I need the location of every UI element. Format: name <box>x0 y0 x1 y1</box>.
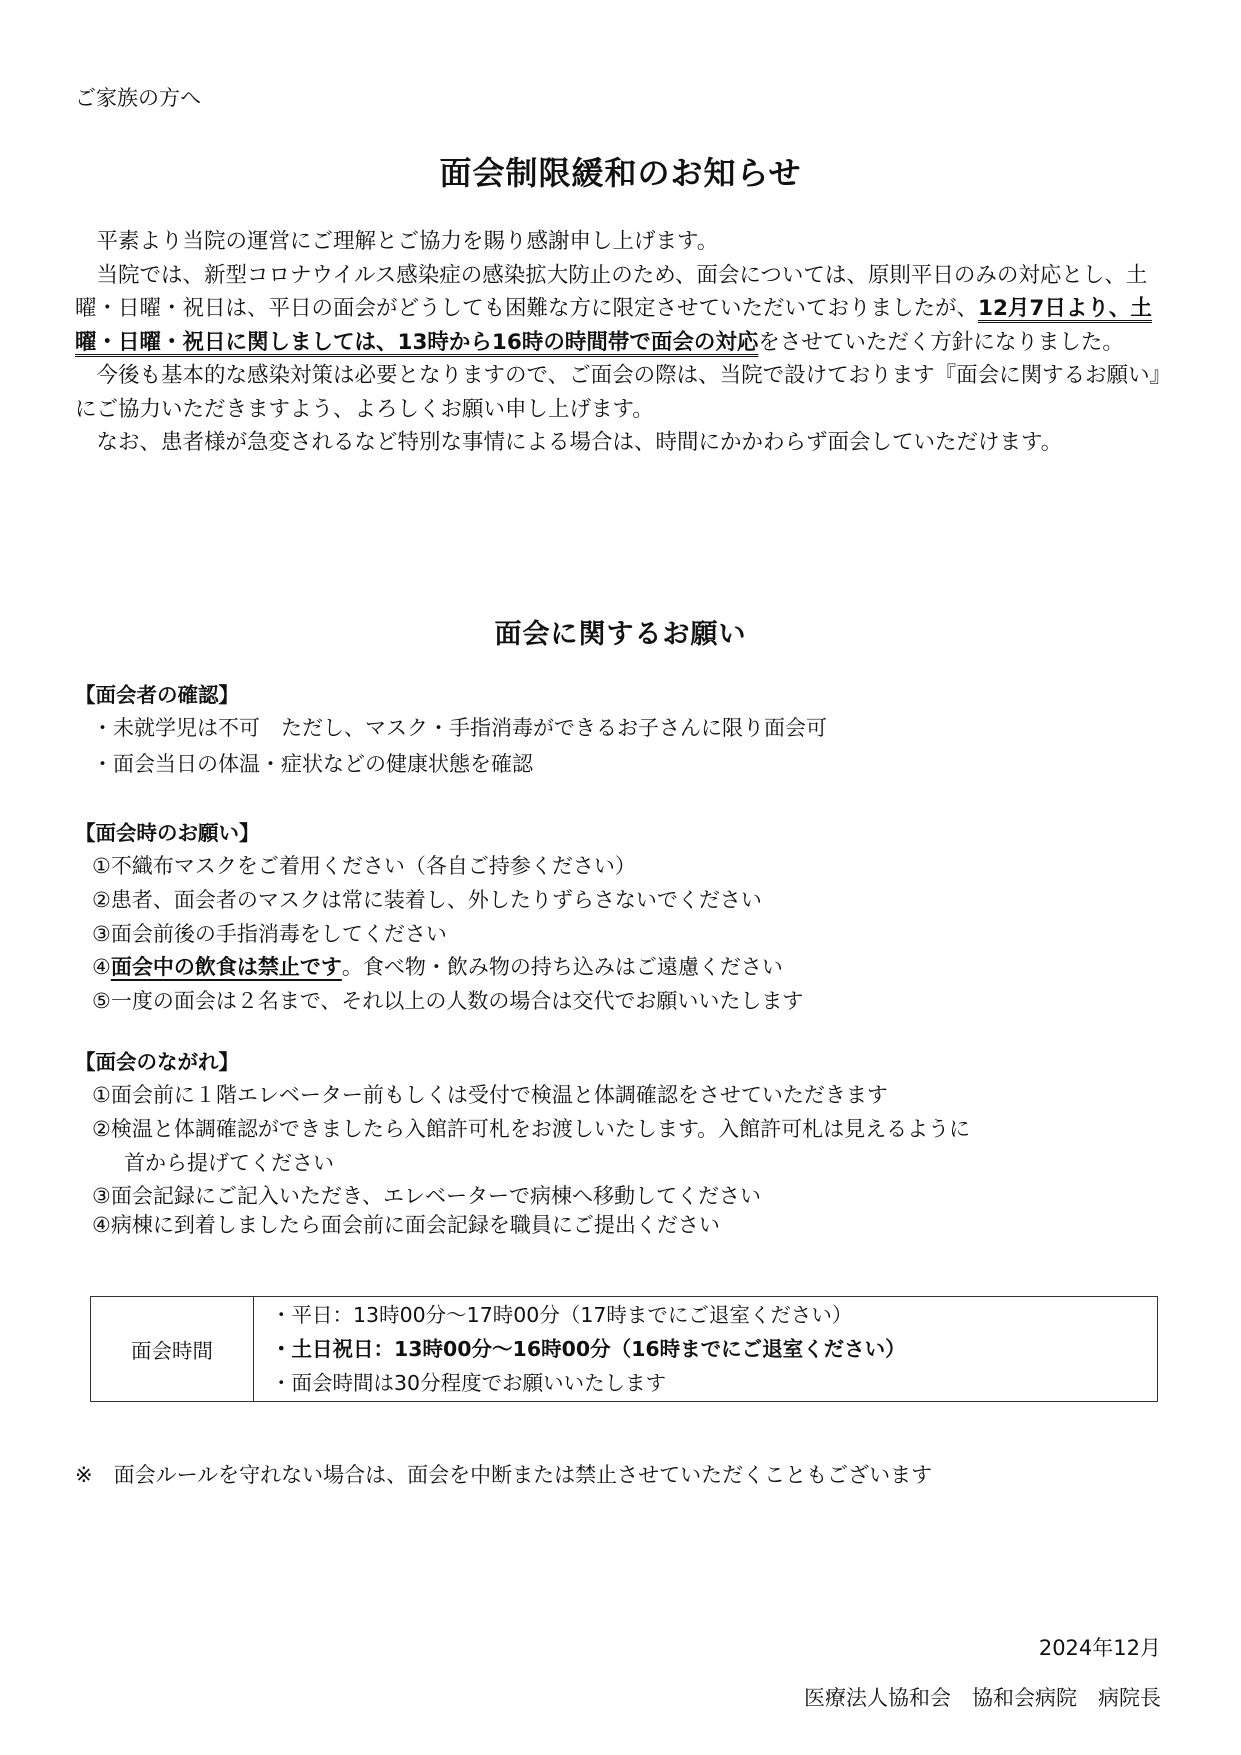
visit-flow-item-continued: 首から提げてください <box>124 1151 334 1175</box>
intro-p2-emphasis: 12月7日より、土曜・日曜・祝日に関しましては、13時から16時の時間帯で面会の対応 <box>75 296 1152 355</box>
visiting-hours-list <box>254 1297 1158 1402</box>
visitor-check-item: ・未就学児は不可 ただし、マスク・手指消毒ができるお子さんに限り面会可 <box>92 716 827 740</box>
visitor-check-item: ・面会当日の体温・症状などの健康状態を確認 <box>92 752 533 776</box>
visitor-check-heading: 【面会者の確認】 <box>75 683 239 707</box>
visiting-hours-table <box>90 1296 1158 1402</box>
section-title: 面会に関するお願い <box>494 619 747 650</box>
weekday-hours: ・平日：13時00分～17時00分（17時までにご退室ください） <box>271 1303 853 1327</box>
visit-request-item: ②患者、面会者のマスクは常に装着し、外したりずらさないでください <box>92 888 762 912</box>
visit-flow-heading: 【面会のながれ】 <box>75 1050 239 1074</box>
intro-paragraph-2 <box>75 259 1165 360</box>
visit-request-item <box>92 951 783 981</box>
holiday-hours: ・土日祝日：13時00分～16時00分（16時までにご退室ください） <box>271 1337 906 1361</box>
intro-paragraph-3: 今後も基本的な感染対策は必要となりますので、ご面会の際は、当院で設けております『面会に関するお願い』にご協力いただきますよう、よろしくお願い申し上げます。 <box>75 363 1161 422</box>
intro-p2-pre: 当院では、新型コロナウイルス感染症の感染拡大防止のため、面会については、原則平日のみの対応とし、土曜・日曜・祝日は、平日の面会がどうしても困難な方に限定させていただいておりましたが、 <box>75 262 1148 321</box>
intro-paragraph-1: 平素より当院の運営にご理解とご協力を賜り感謝申し上げます。 <box>96 229 719 254</box>
visit-request-item: ③面会前後の手指消毒をしてください <box>92 922 447 946</box>
addressee: ご家族の方へ <box>75 86 201 110</box>
intro-p2-post: をさせていただく方針になりました。 <box>758 329 1124 355</box>
signer: 医療法人協和会 協和会病院 病院長 <box>804 1686 1161 1710</box>
visit-duration: ・面会時間は30分程度でお願いいたします <box>271 1371 667 1395</box>
visiting-hours-label: 面会時間 <box>91 1297 254 1402</box>
visit-request-item4-emphasis: 面会中の飲食は禁止です <box>110 955 342 979</box>
visit-request-item4-number: ④ <box>92 955 111 979</box>
visit-flow-item: ②検温と体調確認ができましたら入館許可札をお渡しいたします。入館許可札は見えるように <box>92 1117 971 1141</box>
visit-request-item4-rest: 。食べ物・飲み物の持ち込みはご遠慮ください <box>341 955 783 979</box>
visit-flow-item: ③面会記録にご記入いただき、エレベーターで病棟へ移動してください <box>92 1184 761 1208</box>
visit-request-item: ⑤一度の面会は２名まで、それ以上の人数の場合は交代でお願いいたします <box>92 989 804 1013</box>
intro-text <box>75 225 1165 460</box>
visit-requests-heading: 【面会時のお願い】 <box>75 821 260 845</box>
issue-date: 2024年12月 <box>1038 1636 1161 1660</box>
visit-flow-item: ④病棟に到着しましたら面会前に面会記録を職員にご提出ください <box>92 1213 720 1237</box>
visit-flow-item: ①面会前に１階エレベーター前もしくは受付で検温と体調確認をさせていただきます <box>92 1083 888 1107</box>
page-title: 面会制限緩和のお知らせ <box>439 154 802 192</box>
table-row <box>91 1297 1158 1402</box>
visit-request-item: ①不織布マスクをご着用ください（各自ご持参ください） <box>92 854 636 878</box>
rules-note: ※ 面会ルールを守れない場合は、面会を中断または禁止させていただくこともございます <box>75 1463 933 1487</box>
intro-paragraph-4: なお、患者様が急変されるなど特別な事情による場合は、時間にかかわらず面会していただけます。 <box>96 430 1063 455</box>
